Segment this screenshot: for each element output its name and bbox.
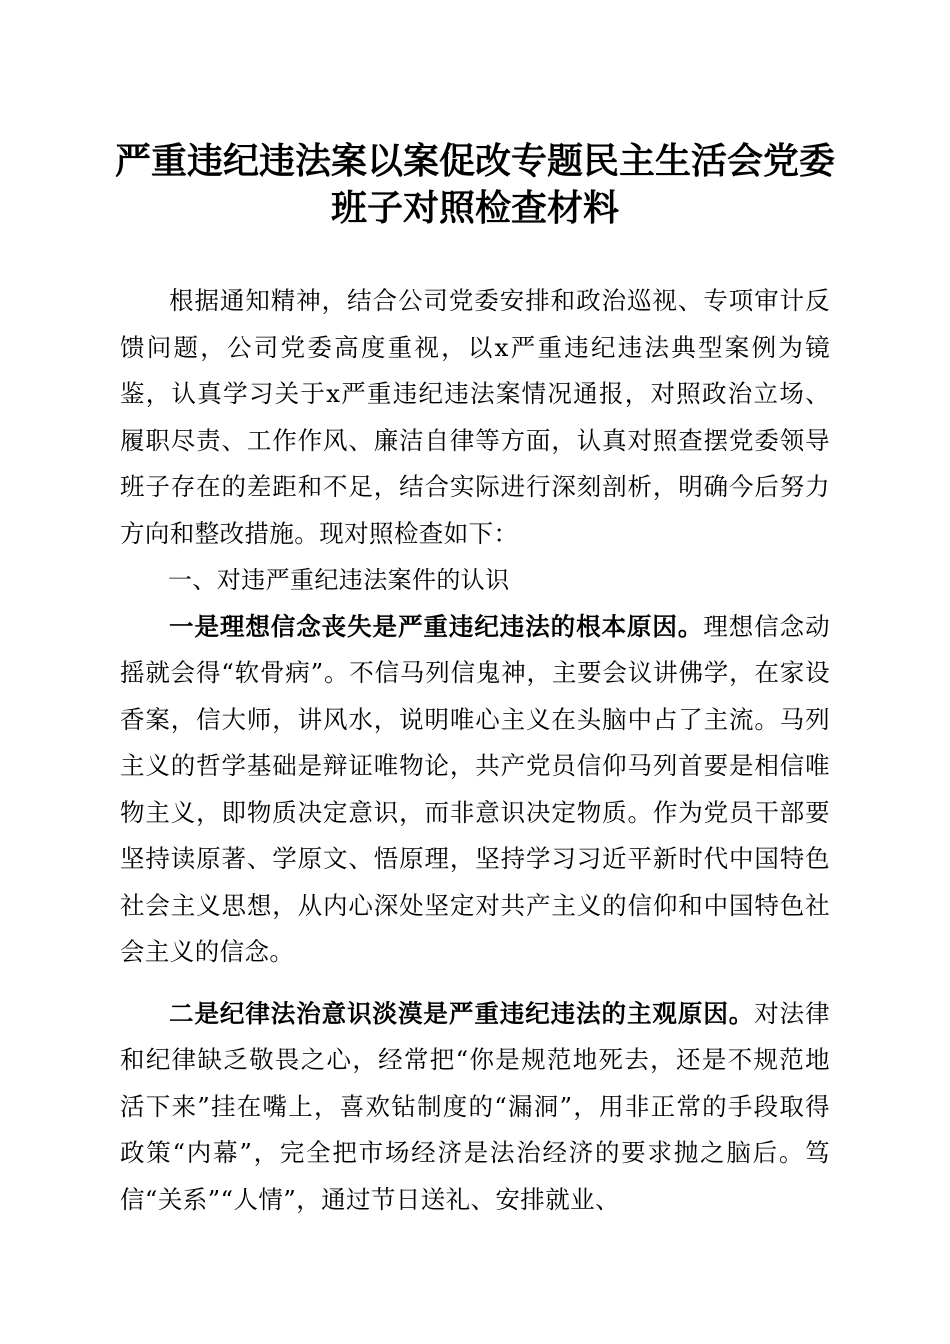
point-2-lead: 二是纪律法治意识淡漠是严重违纪违法的主观原因。 (169, 998, 755, 1028)
document-title (100, 138, 850, 232)
point-2-body: 对法律和纪律缺乏敬畏之心，经常把“你是规范地死去，还是不规范地活下来”挂在嘴上，喜欢钻制度的“漏洞”，用非正常的手段取得政策“内幕”，完全把市场经济是法治经济的要求抛之脑后。笃信“关系”“人情”，通过节日送礼、安排就业、 (120, 998, 831, 1214)
intro-paragraph: 根据通知精神，结合公司党委安排和政治巡视、专项审计反馈问题，公司党委高度重视，以x严重违纪违法典型案例为镜鉴，认真学习关于x严重违纪违法案情况通报，对照政治立场、履职尽责、工作作风、廉洁自律等方面，认真对照查摆党委领导班子存在的差距和不足，结合实际进行深刻剖析，明确今后努力方向和整改措施。现对照检查如下： (120, 286, 830, 548)
point-2-paragraph (120, 991, 830, 1224)
point-1-lead: 一是理想信念丧失是严重违纪违法的根本原因。 (169, 611, 704, 641)
title-line-1: 严重违纪违法案以案促改专题民主生活会党委 (114, 140, 835, 182)
document-body (120, 278, 830, 1223)
title-line-2: 班子对照检查材料 (330, 187, 619, 229)
point-1-body: 理想信念动摇就会得“软骨病”。不信马列信鬼神，主要会议讲佛学，在家设香案，信大师，讲风水，说明唯心主义在头脑中占了主流。马列主义的哲学基础是辩证唯物论，共产党员信仰马列首要是相信唯物主义，即物质决定意识，而非意识决定物质。作为党员干部要坚持读原著、学原文、悟原理，坚持学习习近平新时代中国特色社会主义思想，从内心深处坚定对共产主义的信仰和中国特色社会主义的信念。 (120, 611, 831, 966)
section-heading-1: 一、对违严重纪违法案件的认识 (168, 566, 510, 594)
point-1-paragraph (120, 604, 830, 976)
